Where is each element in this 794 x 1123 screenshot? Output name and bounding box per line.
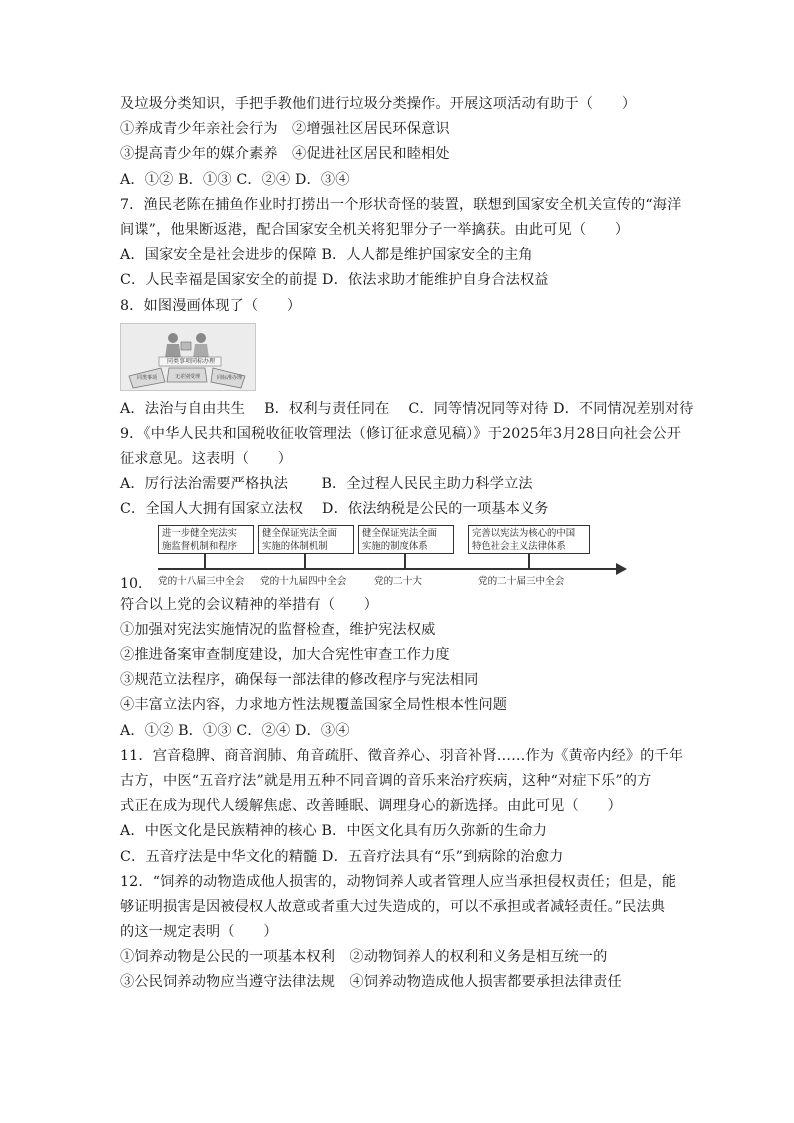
timeline-axis [158,568,620,570]
text-line: 的这一规定表明（ ） [120,924,278,941]
text-line: 式正在成为现代人缓解焦虑、改善睡眠、调理身心的新选择。由此可见（ ） [120,798,622,815]
question-block-10-11-12 [120,593,690,996]
text-line: 征求意见。这表明（ ） [120,451,293,468]
timeline-label: 党的十八届三中全会 [158,575,245,587]
timeline-figure [120,525,630,593]
text-line: ①养成青少年亲社会行为 ②增强社区居民环保意识 [120,121,450,138]
answer-options: A．厉行法治需要严格执法 B．全过程人民民主助力科学立法 [120,476,533,493]
timeline-tick [204,554,206,568]
timeline-box-text: 施监督机制和程序 [162,540,238,552]
exam-page [120,92,694,996]
text-line: ④丰富立法内容，力求地方性法规覆盖国家全局性根本性问题 [120,697,508,714]
text-line: ①饲养动物是公民的一项基本权利 ②动物饲养人的权利和义务是相互统一的 [120,949,608,966]
answer-options: A．法治与自由共生 B．权利与责任同在 C．同等情况同等对待 D．不同情况差别对待 [120,400,694,417]
answer-options: A．中医文化是民族精神的核心 B．中医文化具有历久弥新的生命力 [120,823,548,840]
comic-label-1: 同类事项 [137,374,158,381]
timeline-tick [304,554,306,568]
timeline-box [468,525,590,554]
answer-options: A．国家安全是社会进步的保障 B．人人都是维护国家安全的主角 [120,247,533,264]
timeline-box-text: 特色社会主义法律体系 [472,540,566,552]
question-12-stem: 12．“饲养的动物造成他人损害的，动物饲养人或者管理人应当承担侵权责任；但是，能 [120,873,677,890]
answer-options: C．全国人大拥有国家立法权 D．依法纳税是公民的一项基本义务 [120,501,549,518]
question-11-stem: 11．宫音稳脾、商音润肺、角音疏肝、徵音养心、羽音补肾……作为《黄帝内经》的千年 [120,747,684,764]
timeline-tick [404,554,406,568]
timeline-box-text: 健全保证宪法全面 [362,527,438,539]
question-8-stem: 8．如图漫画体现了（ ） [120,297,302,314]
comic-label-2: 无差别受理 [175,373,201,380]
question-block-8-9 [120,397,694,523]
text-line: 够证明损害是因被侵权人故意或者重大过失造成的，可以不承担或者减轻责任。”民法典 [120,898,666,915]
timeline-box-text: 完善以宪法为核心的中国 [472,527,576,539]
text-line: ③提高青少年的媒介素养 ④促进社区居民和睦相处 [120,146,450,163]
comic-banner-text: 同类事项同标办理 [166,357,215,365]
question-block-6-7-8 [120,92,690,319]
timeline-label: 党的二十大 [374,575,422,587]
timeline-arrow-icon [616,563,627,575]
answer-options: C．五音疗法是中华文化的精髓 D．五音疗法具有“乐”到病除的治愈力 [120,848,564,865]
text-line: 古方，中医“五音疗法”就是用五种不同音调的音乐来治疗疾病，这种“对症下乐”的方 [120,772,652,789]
timeline-label: 党的二十届三中全会 [478,575,565,587]
timeline-tick [528,554,530,568]
timeline-box-text: 进一步健全宪法实 [162,527,238,539]
timeline-box-text: 实施的制度体系 [362,540,428,552]
comic-illustration [120,323,256,391]
answer-options: A．①② B．①③ C．②④ D．③④ [120,171,350,188]
text-line: ③公民饲养动物应当遵守法律法规 ④饲养动物造成他人损害都要承担法律责任 [120,974,622,991]
timeline-label: 党的十九届四中全会 [260,575,347,587]
timeline-box [158,525,254,554]
answer-options: C．人民幸福是国家安全的前提 D．依法求助才能维护自身合法权益 [120,272,549,289]
text-line: ②推进备案审查制度建设，加大合宪性审查工作力度 [120,647,450,663]
question-7-stem: 7．渔民老陈在捕鱼作业时打捞出一个形状奇怪的装置，联想到国家安全机关宣传的“海洋 [120,196,682,213]
timeline-box [358,525,454,554]
question-10-number: 10． [120,575,153,592]
text-line: 及垃圾分类知识，手把手教他们进行垃圾分类操作。开展这项活动有助于（ ） [120,96,637,112]
timeline-box-text: 实施的体制机制 [262,540,328,552]
timeline-box-text: 健全保证宪法全面 [262,527,338,539]
text-line: ①加强对宪法实施情况的监督检查，维护宪法权威 [120,621,436,638]
timeline-box [258,525,354,554]
question-9-stem: 9．《中华人民共和国税收征收管理法（修订征求意见稿）》于2025年3月28日向社会公开 [120,425,682,442]
comic-label-3: 同标准办理 [217,374,243,381]
text-line: 间谍”，他果断返港，配合国家安全机关将犯罪分子一举擒获。由此可见（ ） [120,221,630,238]
question-10-stem: 符合以上党的会议精神的举措有（ ） [120,596,379,613]
answer-options: A．①② B．①③ C．②④ D．③④ [120,722,350,739]
text-line: ③规范立法程序，确保每一部法律的修改程序与宪法相同 [120,672,479,689]
